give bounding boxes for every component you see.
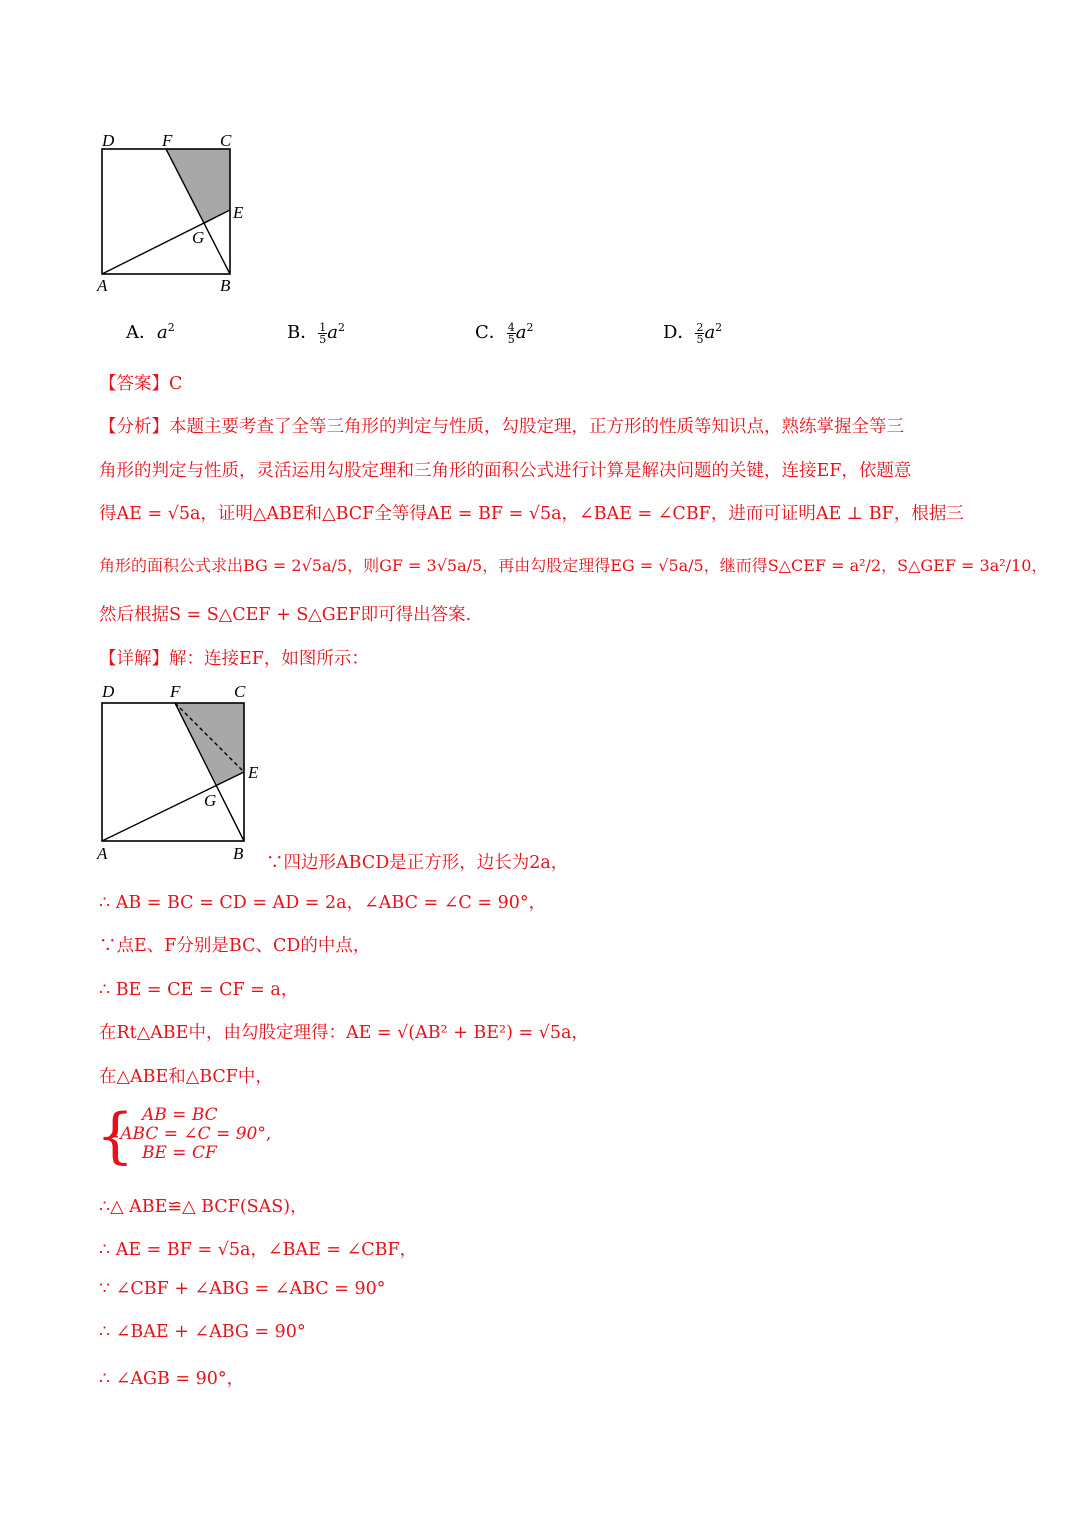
option-d[interactable]: D． $\frac{2}{5}$ $a^2$ (663, 320, 723, 346)
option-b[interactable]: B． $\frac{1}{5}$ $a^2$ (287, 320, 345, 346)
label-C-2: C (234, 682, 246, 701)
step-2: ∴ AB = BC = CD = AD = 2a，∠ABC = ∠C = 90°， (99, 893, 547, 913)
option-d-letter: D． (663, 322, 696, 343)
analysis-line-2: 角形的判定与性质，灵活运用勾股定理和三角形的面积公式进行计算是解决问题的关键，连接EF，依题意 (99, 461, 912, 481)
label-D-2: D (102, 682, 115, 701)
step-10: ∴ ∠BAE + ∠ABG = 90° (99, 1322, 306, 1342)
label-B-1: B (220, 276, 231, 295)
system-eq-2: ∠ABC = ∠C = 90°, (106, 1124, 272, 1144)
step-8: ∴ AE = BF = √5a，∠BAE = ∠CBF， (99, 1240, 418, 1260)
label-F-2: F (170, 682, 181, 701)
figure-square-2 (95, 690, 265, 850)
step-11: ∴ ∠AGB = 90°， (99, 1369, 245, 1389)
answer-line (99, 370, 182, 395)
step-1: ∵四边形ABCD是正方形，边长为2a， (266, 853, 569, 873)
label-F-1: F (162, 131, 173, 150)
line-AE-2 (102, 772, 244, 841)
system-eq-3: BE = CF (142, 1143, 217, 1163)
option-c-letter: C． (475, 322, 507, 343)
step-9: ∵ ∠CBF + ∠ABG = ∠ABC = 90° (99, 1279, 386, 1299)
label-G-2: G (204, 791, 217, 810)
label-A-1: A (97, 276, 108, 295)
analysis-line-1: 【分析】本题主要考查了全等三角形的判定与性质，勾股定理，正方形的性质等知识点，熟练掌握全等三 (99, 417, 904, 437)
analysis-tag: 【分析】 (99, 417, 169, 437)
step-7: ∴△ ABE≌△ BCF(SAS)， (99, 1197, 308, 1217)
line-AE-1 (102, 210, 230, 274)
option-a[interactable]: A．$a^2$ (126, 321, 175, 343)
system-brace: { (96, 1101, 135, 1171)
step-4: ∴ BE = CE = CF = a， (99, 980, 299, 1000)
option-b-letter: B． (287, 322, 319, 343)
label-C-1: C (220, 131, 232, 150)
step-3: ∵点E、F分别是BC、CD的中点， (99, 936, 371, 956)
analysis-line-3: 得AE = √5a，证明△ABE和△BCF全等得AE = BF = √5a，∠BAE = ∠CBF，进而可证明AE ⊥ BF，根据三 (99, 504, 964, 524)
answer-tag: 【答案】 (99, 374, 169, 394)
label-G-1: G (192, 228, 205, 247)
system-eq-1: AB = BC (142, 1105, 218, 1125)
step-5: 在Rt△ABE中，由勾股定理得：AE = √(AB² + BE²) = √5a， (99, 1023, 589, 1043)
option-c[interactable]: C． $\frac{4}{5}$ $a^2$ (475, 320, 534, 346)
label-A-2: A (97, 844, 108, 863)
label-E-2: E (248, 763, 259, 782)
answer-value: C (169, 374, 183, 394)
detail-intro: 【详解】解：连接EF，如图所示： (99, 649, 369, 669)
analysis-line-5: 然后根据S = S△CEF + S△GEF即可得出答案. (99, 605, 472, 625)
detail-tag: 【详解】 (99, 649, 169, 669)
analysis-line-4: 角形的面积公式求出BG = 2√5a/5，则GF = 3√5a/5，再由勾股定理得EG = √5a/5，继而得S△CEF = a²/2，S△GEF = 3a²/10， (99, 556, 1048, 575)
label-D-1: D (102, 131, 115, 150)
label-E-1: E (233, 203, 244, 222)
option-a-letter: A． (126, 322, 157, 343)
step-6: 在△ABE和△BCF中， (99, 1067, 273, 1087)
label-B-2: B (233, 844, 244, 863)
